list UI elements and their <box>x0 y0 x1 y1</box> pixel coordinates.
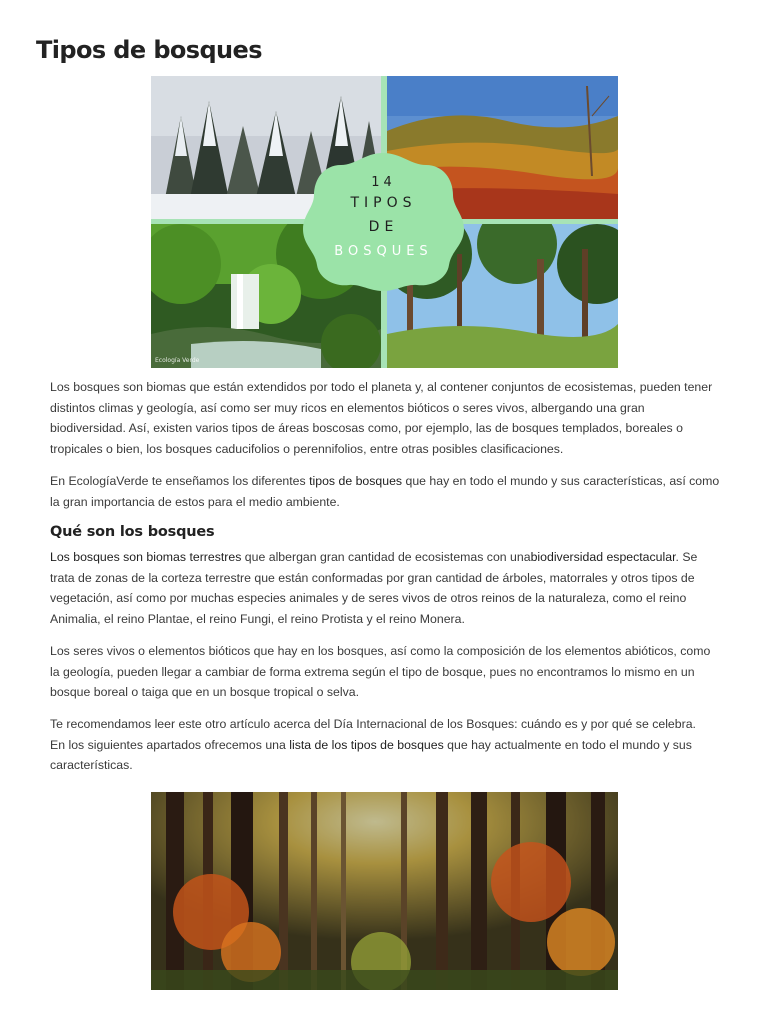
biomas-terrestres-link[interactable]: Los bosques son biomas terrestres <box>50 550 242 564</box>
autumn-forest-photo <box>151 792 618 990</box>
p5-text-after: que hay actualmente en todo el mundo y sus características. <box>50 737 692 772</box>
page-title: Tipos de bosques <box>36 36 262 64</box>
recomendamos-paragraph <box>50 714 722 776</box>
seres-vivos-paragraph: Los seres vivos o elementos bióticos que hay en los bosques, así como la composición de los elementos abióticos, como la geología, pueden llegar a cambiar de forma extrema según el tipo de bosque, pues no encontramos lo mismo en un bosque boreal o taiga que en un bosque tropical o selva. <box>50 644 711 699</box>
ecologia-verde-watermark: Ecología Verde <box>155 357 200 364</box>
badge-line-bosques: BOSQUES <box>334 244 433 259</box>
badge-line-number: 14 <box>371 175 396 190</box>
p2-text-before: En EcologíaVerde te enseñamos los diferentes <box>50 474 310 488</box>
section-heading: Qué son los bosques <box>50 524 215 540</box>
tipos-de-bosques-link[interactable]: tipos de bosques <box>309 474 403 488</box>
lista-tipos-link[interactable]: lista de los tipos de bosques <box>289 737 444 752</box>
biodiversidad-link[interactable]: biodiversidad espectacular <box>530 550 676 564</box>
badge-line-tipos: TIPOS <box>350 195 417 211</box>
que-son-paragraph <box>50 547 722 629</box>
p5-text-before: En los siguientes apartados ofrecemos una <box>50 737 290 752</box>
ecologiaverde-paragraph <box>50 471 722 512</box>
p3-text-after: . Se trata de zonas de la corteza terrestre que están conformadas por gran cantidad de árboles, matorrales y otros tipos de vegetación, así como por muchas especies animales y de seres vivos de otros reinos de la naturaleza, como el reino Animalia, el reino Plantae, el reino Fungi, el reino Protista y el reino Monera. <box>50 550 698 626</box>
forest-types-badge <box>301 151 466 291</box>
dia-bosques-sentence: Te recomendamos leer este otro artículo acerca del Día Internacional de los Bosques: cuándo es y por qué se celebra. <box>50 717 696 731</box>
badge-line-de: DE <box>368 219 399 235</box>
intro-paragraph: Los bosques son biomas que están extendidos por todo el planeta y, al contener conjuntos de ecosistemas, pueden tener distintos climas y geología, así como ser muy ricos en elementos bióticos o seres vivos, albergando una gran biodiversidad. Así, existen varios tipos de áreas boscosas como, por ejemplo, las de bosques templados, boreales o tropicales o bien, los bosques caducifolios o perennifolios, entre otras posibles clasificaciones. <box>50 380 713 456</box>
p3-text-mid: que albergan gran cantidad de ecosistemas con una <box>241 550 531 564</box>
p2-text-after: que hay en todo el mundo y sus características, así como la gran importancia de estos para el medio ambiente. <box>50 474 720 509</box>
forest-types-collage <box>151 76 618 368</box>
